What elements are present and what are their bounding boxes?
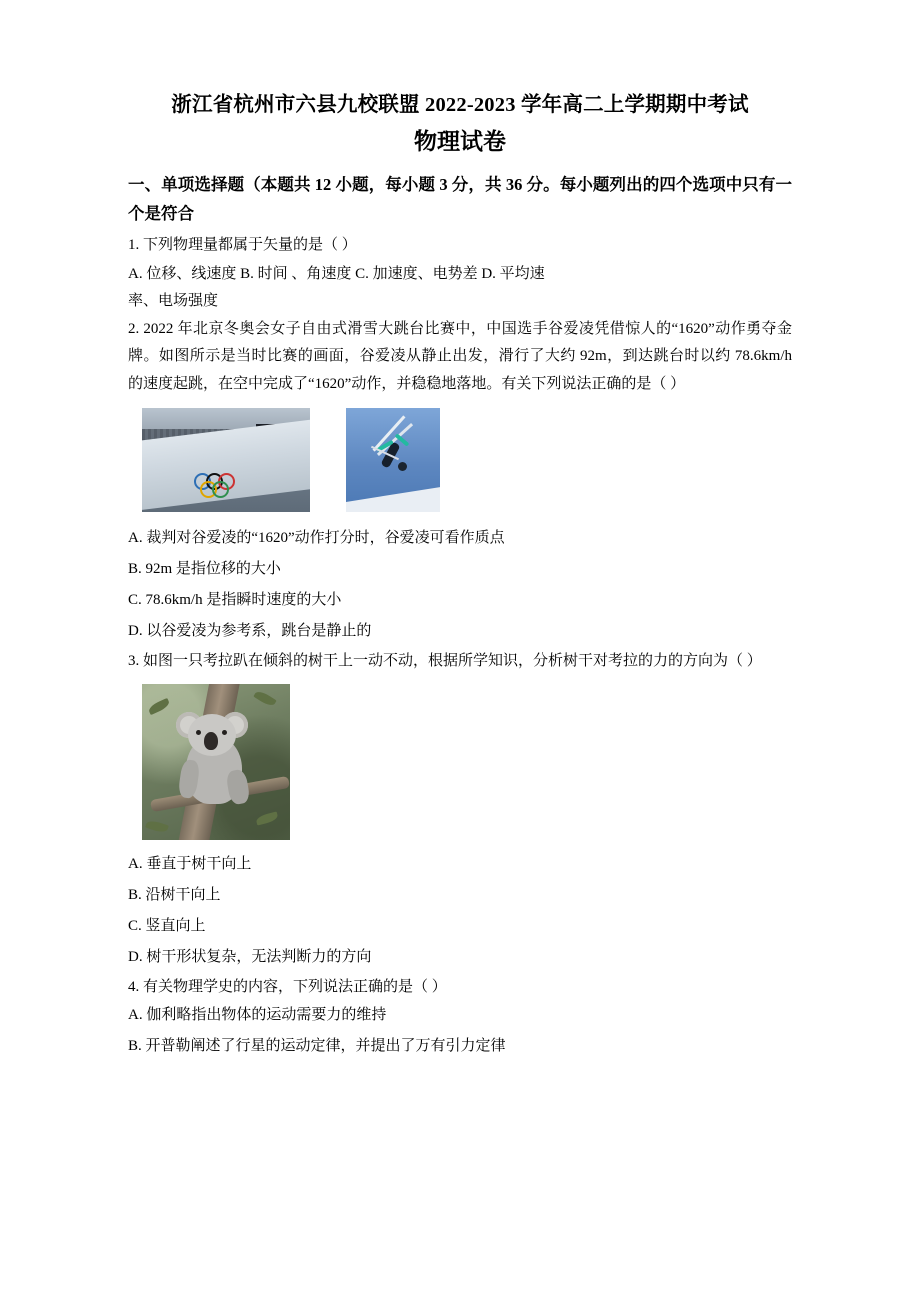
question-2-option-b: B. 92m 是指位移的大小 (128, 561, 281, 577)
page-title: 浙江省杭州市六县九校联盟 2022-2023 学年高二上学期期中考试 (171, 94, 749, 116)
snow-ground (346, 483, 440, 512)
question-1-options-line-2: 率、电场强度 (128, 293, 219, 309)
question-3-option-a: A. 垂直于树干向上 (128, 855, 252, 872)
skier-in-air-photo (346, 408, 440, 512)
section-heading: 一、单项选择题（本题共 12 小题，每小题 3 分，共 36 分。每小题列出的四个选项中只有一个是符合 (128, 175, 792, 223)
question-4-option-a: A. 伽利略指出物体的运动需要力的维持 (128, 1007, 387, 1023)
olympic-ring-5 (212, 481, 229, 498)
question-3-option-c: C. 竖直向上 (128, 917, 206, 934)
koala-eye-right (222, 730, 227, 735)
page-subtitle: 物理试卷 (414, 129, 506, 154)
question-4-option-b: B. 开普勒阐述了行星的运动定律，并提出了万有引力定律 (128, 1038, 506, 1054)
question-2-option-d: D. 以谷爱凌为参考系，跳台是静止的 (128, 623, 372, 639)
question-4-stem: 4. 有关物理学史的内容，下列说法正确的是（ ） (128, 978, 447, 995)
koala-nose (204, 732, 218, 750)
question-2-stem: 2. 2022 年北京冬奥会女子自由式滑雪大跳台比赛中，中国选手谷爱凌凭借惊人的“1620”动作勇夺金牌。如图所示是当时比赛的画面，谷爱凌从静止出发，滑行了大约 92m，到达跳台时以约 78.6km/h 的速度起跳，在空中完成了“1620”动作，并稳稳地落地。有关下列说法正确的是（ ） (128, 320, 792, 392)
koala-on-tree-photo (142, 684, 290, 840)
athlete-head (398, 462, 407, 471)
question-3-option-d: D. 树干形状复杂，无法判断力的方向 (128, 948, 372, 965)
big-air-venue-photo (142, 408, 310, 512)
question-2-option-c: C. 78.6km/h 是指瞬时速度的大小 (128, 592, 342, 608)
question-3-option-b: B. 沿树干向上 (128, 886, 221, 903)
question-1-stem: 1. 下列物理量都属于矢量的是（ ） (128, 237, 357, 253)
question-2-figures (128, 398, 792, 524)
question-1-options-line-1: A. 位移、线速度 B. 时间 、角速度 C. 加速度、电势差 D. 平均速 (128, 265, 545, 282)
question-3-stem: 3. 如图一只考拉趴在倾斜的树干上一动不动，根据所学知识，分析树干对考拉的力的方向为（ ） (128, 653, 762, 669)
koala-eye-left (196, 730, 201, 735)
question-2-option-a: A. 裁判对谷爱凌的“1620”动作打分时，谷爱凌可看作质点 (128, 530, 505, 546)
